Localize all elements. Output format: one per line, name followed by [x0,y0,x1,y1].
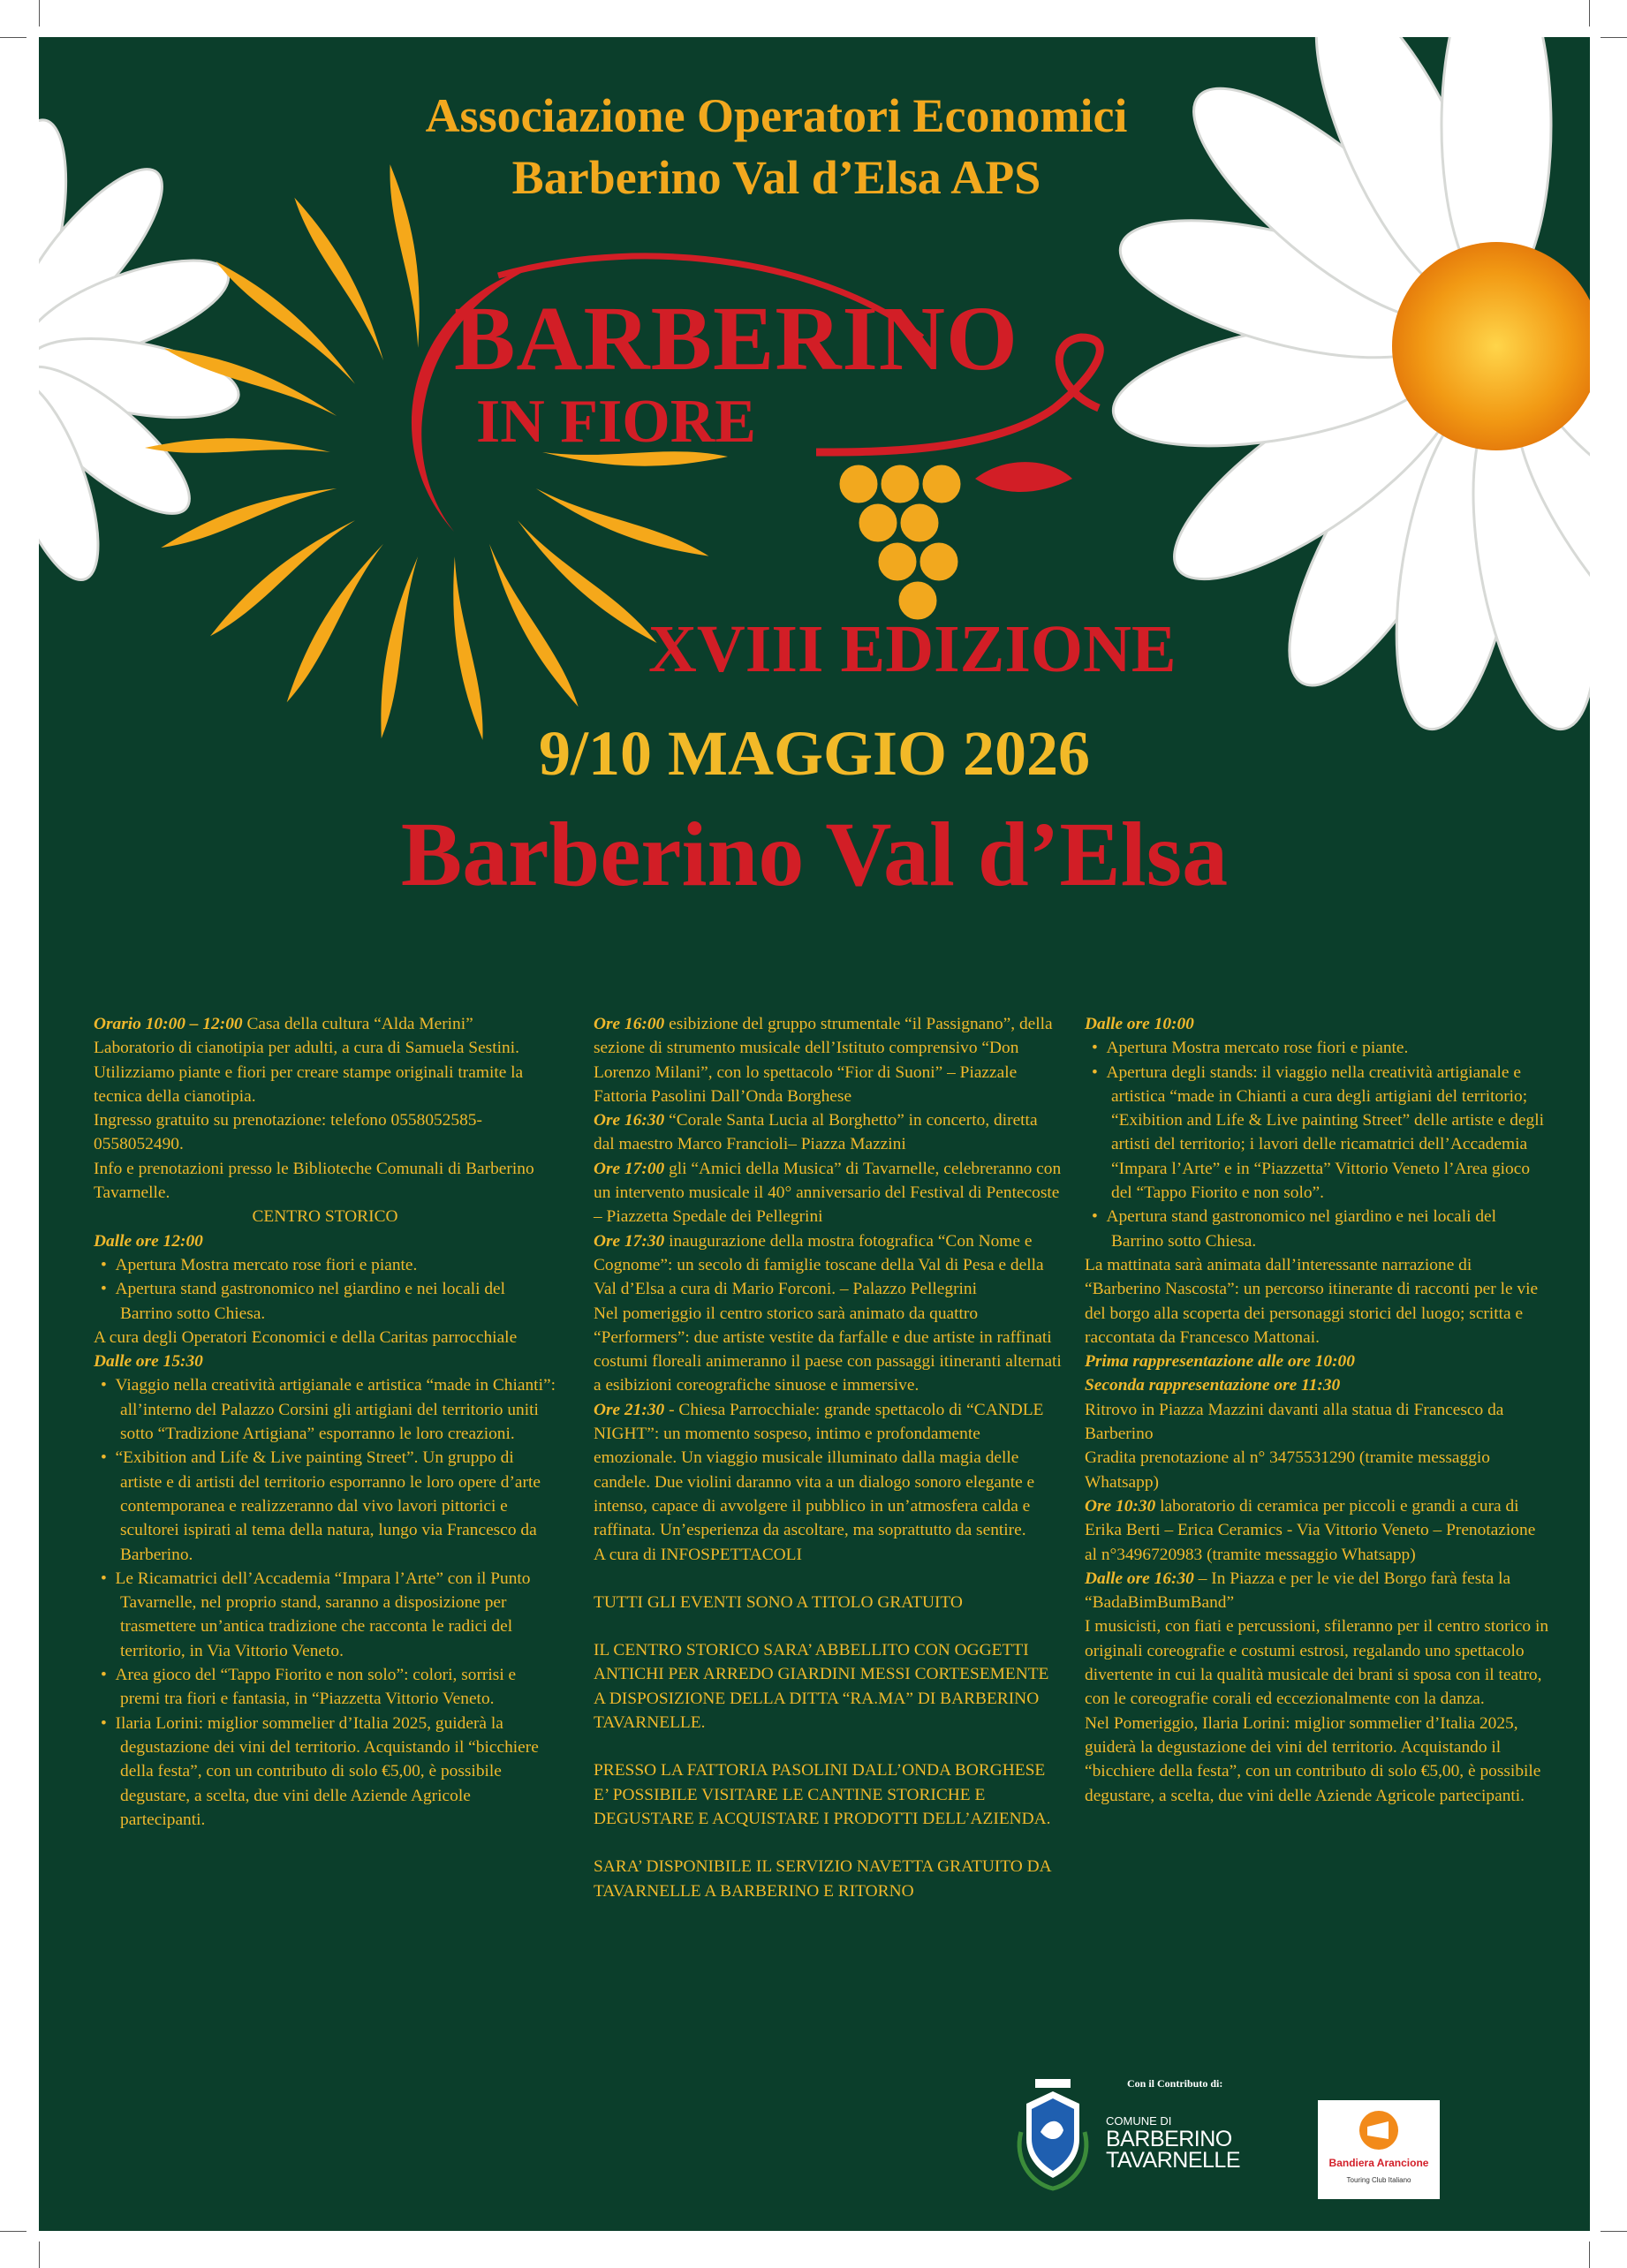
program-entry [1085,1012,1549,1036]
bullet-text: Viaggio nella creatività artigianale e artistica “made in Chianti”: all’interno del Palazzo Corsini gli artigiani del territorio uniti sotto “Tradizione Artigiana” esporranno le loro creazioni. [115,1376,556,1444]
paragraph-spacer [594,1567,1062,1591]
bandiera-title: Bandiera Arancione [1328,2157,1429,2169]
program-entry [94,1108,556,1157]
program-bullet [1085,1036,1549,1060]
program-entry [594,1302,1062,1398]
entry-text: I musicisti, con fiati e percussioni, sfileranno per il centro storico in originali coreografie e costumi estrosi, regalando uno spettacolo divertente in cui la qualità musicale dei brani si sposa con il teatro, con le coreografie corali ed eccezionalmente con la danza. [1085,1617,1549,1709]
program-entry [594,1157,1062,1229]
bullet-text: Le Ricamatrici dell’Accademia “Impara l’Arte” con il Punto Tavarnelle, nel proprio stand, saranno a disposizione per trasmettere un’antica tradizione che racconta le radici del territorio, in Via Vittorio Veneto. [115,1569,531,1660]
bandiera-flag-icon [1318,2100,1440,2157]
program-entry [594,1591,1062,1614]
program-bullet [94,1253,556,1277]
edition-label: XVIII EDIZIONE [648,612,1177,686]
program-bullet [94,1712,556,1832]
program-bullet [94,1277,556,1326]
entry-text: Gradita prenotazione al n° 3475531290 (tramite messaggio Whatsapp) [1085,1448,1490,1492]
entry-text: Ingresso gratuito su prenotazione: telefono 0558052585-0558052490. [94,1111,482,1154]
bullet-text: Apertura stand gastronomico nel giardino e nei locali del Barrino sotto Chiesa. [115,1280,506,1323]
program-bullet [1085,1061,1549,1206]
program-bullet [94,1567,556,1663]
program-entry [94,1061,556,1109]
time-label: Ore 21:30 [594,1400,665,1419]
paragraph-spacer [594,1831,1062,1855]
entry-text: inaugurazione della mostra fotografica “Con Nome e Cognome”: un secolo di famiglie toscane della Val di Pesa e della Val d’Elsa a cura di Mario Forconi. – Palazzo Pellegrini [594,1231,1044,1299]
time-label: Dalle ore 15:30 [94,1352,203,1372]
program-entry [1085,1567,1549,1615]
event-place: Barberino Val d’Elsa [400,804,1229,905]
association-name: Associazione Operatori Economici [425,89,1128,142]
event-date: 9/10 MAGGIO 2026 [539,718,1090,789]
program-entry [1085,1614,1549,1711]
time-label: Ore 17:00 [594,1159,665,1178]
poster [39,37,1590,2231]
crop-mark [1601,2231,1627,2232]
time-label: Ore 16:00 [594,1015,665,1033]
entry-text: Utilizziamo piante e fiori per creare stampe originali tramite la tecnica della cianotipia. [94,1062,524,1106]
entry-text: Casa della cultura “Alda Merini” Laboratorio di cianotipia per adulti, a cura di Samuela Sestini. [94,1015,519,1058]
entry-text: - Chiesa Parrocchiale: grande spettacolo di “CANDLE NIGHT”: un momento sospeso, intimo e profondamente emozionale. Un viaggio musicale illuminato dalla magia delle candele. Due violini daranno vita a un dialogo sonoro elegante e intenso, capace di avvolgere il pubblico in un’atmosfera calda e raffinata. Un’esperienza da ascoltare, ma soprattutto da sentire. [594,1400,1044,1540]
time-label: Ore 16:30 [594,1111,665,1130]
program-entry [594,1758,1062,1831]
program-entry [594,1398,1062,1543]
time-label: Orario 10:00 – 12:00 [94,1015,243,1033]
entry-text: TUTTI GLI EVENTI SONO A TITOLO GRATUITO [594,1592,963,1612]
program-entry [594,1855,1062,1903]
entry-text: Info e prenotazioni presso le Biblioteche Comunali di Barberino Tavarnelle. [94,1159,534,1203]
entry-text: IL CENTRO STORICO SARA’ ABBELLITO CON OGGETTI ANTICHI PER ARREDO GIARDINI MESSI CORTESEMENTE A DISPOSIZIONE DELLA DITTA “RA.MA” DI BARBERINO TAVARNELLE. [594,1641,1049,1733]
program-entry [94,1012,556,1061]
time-label: Dalle ore 12:00 [94,1231,203,1251]
entry-text: “Corale Santa Lucia al Borghetto” in concerto, diretta dal maestro Marco Francioli– Piazza Mazzini [594,1111,1038,1154]
entry-text: Nel Pomeriggio, Ilaria Lorini: miglior sommelier d’Italia 2025, guiderà la degustazione dei vini del territorio. Acquistando il “bicchiere della festa”, con un contributo di solo €5,00, è possibile degustare, a scelta, due vini delle Aziende Agricole partecipanti. [1085,1713,1541,1805]
contribution-label: Con il Contributo di: [1127,2077,1223,2090]
program-entry [1085,1398,1549,1447]
bullet-text: Apertura stand gastronomico nel giardino e nei locali del Barrino sotto Chiesa. [1106,1207,1497,1251]
crop-mark [0,2231,26,2232]
crop-mark [39,0,40,26]
crop-mark [1601,37,1627,38]
program-entry [94,1229,556,1253]
section-heading: CENTRO STORICO [252,1207,398,1227]
comune-name: BARBERINO [1106,2127,1232,2151]
bullet-icon: • [101,1666,116,1685]
time-label: Prima rappresentazione alle ore 10:00 [1085,1352,1355,1372]
crop-mark [39,2242,40,2268]
grapes-icon [838,464,962,621]
paragraph-spacer [594,1614,1062,1638]
bullet-icon: • [101,1280,116,1299]
bullet-icon: • [101,1255,116,1274]
brand-title: BARBERINO [454,288,1018,389]
bullet-text: Ilaria Lorini: miglior sommelier d’Italia 2025, guiderà la degustazione dei vini del territorio. Acquistando il “bicchiere della festa”, con un contributo di solo €5,00, è possibile degustare, a scelta, due vini delle Aziende Agricole partecipanti. [115,1713,539,1829]
crop-mark [1589,0,1590,26]
bullet-icon: • [101,1376,116,1395]
entry-text: Ritrovo in Piazza Mazzini davanti alla statua di Francesco da Barberino [1085,1400,1504,1444]
time-label: Ore 17:30 [594,1231,665,1251]
program-bullet [94,1663,556,1712]
entry-text: esibizione del gruppo strumentale “il Passignano”, della sezione di strumento musicale dell’Istituto comprensivo “Don Lorenzo Milani”, con lo spettacolo “Fior di Suoni” – Piazzale Fattoria Pasolini Dall’Onda Borghese [594,1015,1053,1106]
program-entry [594,1229,1062,1302]
bullet-icon: • [101,1569,116,1588]
bullet-text: Area gioco del “Tappo Fiorito e non solo”: colori, sorrisi e premi tra fiori e fantasia, in “Piazzetta Vittorio Veneto. [115,1666,517,1709]
program-column-3 [1085,1012,1549,1808]
brand-subtitle: IN FIORE [476,388,756,456]
leaf-icon [975,462,1072,492]
entry-text: SARA’ DISPONIBILE IL SERVIZIO NAVETTA GRATUITO DA TAVARNELLE A BARBERINO E RITORNO [594,1857,1051,1901]
program-bullet [1085,1205,1549,1253]
program-entry [94,1349,556,1373]
program-entry [1085,1253,1549,1349]
bullet-text: “Exibition and Life & Live painting Street”. Un gruppo di artiste e di artisti del territorio esporranno le loro opere d’arte contemporanea e realizzeranno dal vivo lavori pittorici e scultorei ispirati al tema della natura, lungo via Francesco da Barberino. [115,1448,541,1564]
bullet-icon: • [1092,1039,1107,1058]
comune-label: COMUNE DI [1106,2114,1172,2128]
bandiera-subtitle: Touring Club Italiano [1346,2176,1411,2184]
bullet-icon: • [1092,1062,1107,1082]
time-label: Ore 10:30 [1085,1496,1156,1516]
entry-text: – In Piazza e per le vie del Borgo farà festa la “BadaBimBumBand” [1085,1569,1511,1613]
program-column-1 [94,1012,556,1832]
entry-text: gli “Amici della Musica” di Tavarnelle, celebreranno con un intervento musicale il 40° anniversario del Festival di Pentecoste – Piazzetta Spedale dei Pellegrini [594,1159,1062,1227]
bullet-text: Apertura degli stands: il viaggio nella creatività artigianale e artistica “made in Chianti a cura degli artigiani del territorio; “Exibition and Life & Live painting Street” delle artiste e degli artisti del territorio; i lavori delle ricamatrici dell’Accademia “Impara l’Arte” e in “Piazzetta” Vittorio Veneto l’Area gioco del “Tappo Fiorito e non solo”. [1106,1062,1544,1203]
program-entry [594,1543,1062,1567]
program-entry [1085,1349,1549,1373]
program-column-2 [594,1012,1062,1903]
program-entry [1085,1373,1549,1397]
program-entry [94,1157,556,1206]
program-entry [94,1326,556,1349]
bandiera-arancione-badge [1318,2100,1440,2199]
entry-text: A cura di INFOSPETTACOLI [594,1545,802,1564]
bullet-text: Apertura Mostra mercato rose fiori e piante. [1106,1039,1409,1058]
crop-mark [1589,2242,1590,2268]
program-entry [594,1638,1062,1735]
association-subtitle: Barberino Val d’Elsa APS [511,151,1041,204]
bullet-icon: • [101,1713,116,1733]
time-label: Dalle ore 16:30 [1085,1569,1194,1588]
entry-text: Nel pomeriggio il centro storico sarà animato da quattro “Performers”: due artiste vestite da farfalle e due artiste in raffinati costumi floreali animeranno il paese con passaggi itineranti alternati a esibizioni coreografiche sinuose e immersive. [594,1304,1062,1395]
program-entry [1085,1712,1549,1808]
paragraph-spacer [594,1735,1062,1758]
program-bullet [94,1373,556,1446]
comune-name: TAVARNELLE [1106,2148,1240,2173]
time-label: Seconda rappresentazione ore 11:30 [1085,1376,1341,1395]
program-entry [1085,1446,1549,1494]
program-entry [594,1012,1062,1108]
entry-text: La mattinata sarà animata dall’interessante narrazione di “Barberino Nascosta”: un percorso itinerante di racconti per le vie del borgo alla scoperta dei personaggi storici del luogo; scritta e raccontata da Francesco Mattonai. [1085,1255,1539,1347]
entry-text: A cura degli Operatori Economici e della Caritas parrocchiale [94,1327,518,1347]
program-entry [594,1108,1062,1157]
program-bullet [94,1446,556,1566]
bullet-icon: • [101,1448,116,1468]
entry-text: laboratorio di ceramica per piccoli e grandi a cura di Erika Berti – Erica Ceramics - Via Vittorio Veneto – Prenotazione al n°3496720983 (tramite messaggio Whatsapp) [1085,1496,1536,1564]
time-label: Dalle ore 10:00 [1085,1015,1194,1033]
bullet-icon: • [1092,1207,1107,1227]
program-entry [1085,1494,1549,1567]
crop-mark [0,37,26,38]
bullet-text: Apertura Mostra mercato rose fiori e piante. [115,1255,418,1274]
entry-text: PRESSO LA FATTORIA PASOLINI DALL’ONDA BORGHESE E’ POSSIBILE VISITARE LE CANTINE STORICHE E DEGUSTARE E ACQUISTARE I PRODOTTI DELL’AZIENDA. [594,1761,1051,1828]
